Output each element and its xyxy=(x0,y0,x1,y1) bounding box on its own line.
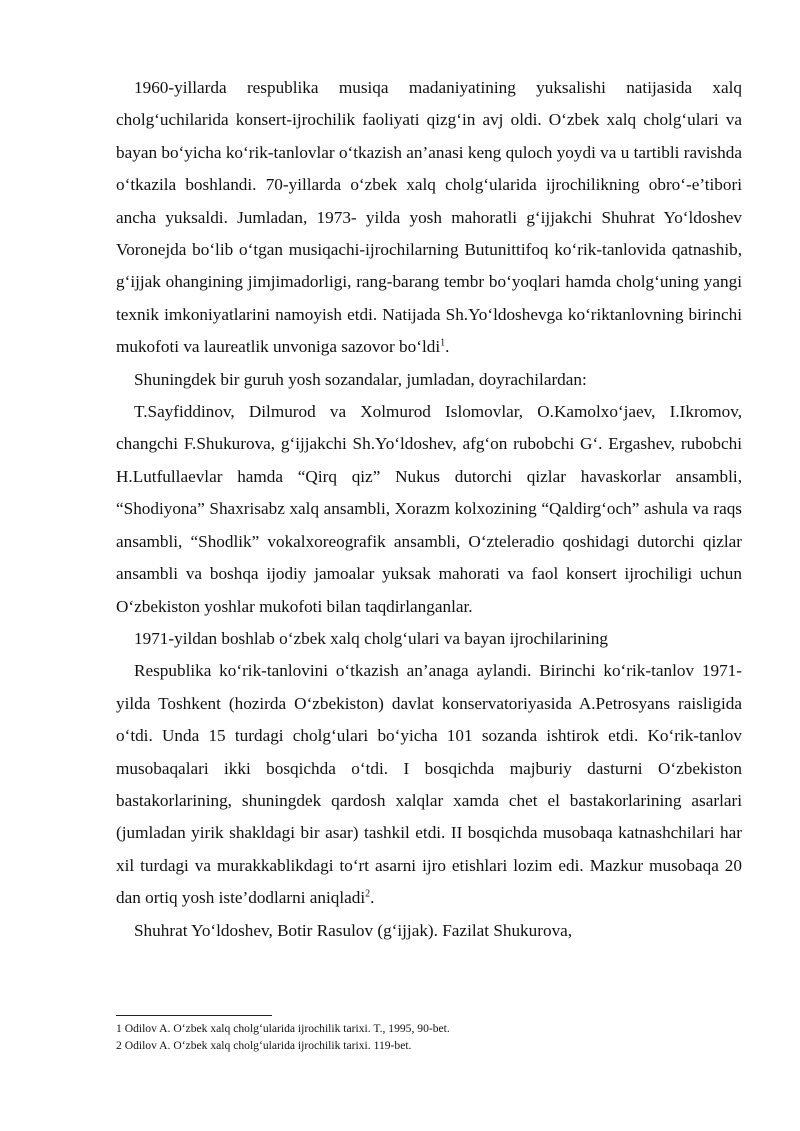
paragraph-5-end: . xyxy=(370,888,375,908)
paragraph-6: Shuhrat Yo‘ldoshev, Botir Rasulov (g‘ijjak). Fazilat Shukurova, xyxy=(134,920,573,940)
paragraph-1 xyxy=(116,72,742,364)
paragraph-5 xyxy=(116,655,742,914)
document-body xyxy=(116,72,742,947)
footnote-2: 2 Odilov A. O‘zbek xalq cholg‘ularida ijrochilik tarixi. 119-bet. xyxy=(116,1039,412,1052)
paragraph-2: Shuningdek bir guruh yosh sozandalar, jumladan, doyrachilardan: xyxy=(134,369,587,389)
paragraph-1-text: 1960-yillarda respublika musiqa madaniyatining yuksalishi natijasida xalq cholg‘uchilarida konsert-ijrochilik faoliyati qizg‘in avj oldi. O‘zbek xalq cholg‘ulari va bayan bo‘yicha ko‘rik-tanlovlar o‘tkazish an’anasi keng quloch yoydi va u tartibli ravishda o‘tkazila boshlandi. 70-yillarda o‘zbek xalq cholg‘ularida ijrochilikning obro‘-e’tibori ancha yuksaldi. Jumladan, 1973- yilda yosh mahoratli g‘ijjakchi Shuhrat Yo‘ldoshev Voronejda bo‘lib o‘tgan musiqachi-ijrochilarning Butunittifoq ko‘rik-tanlovida qatnashib, g‘ijjak ohangining jimjimadorligi, rang-barang tembr bo‘yoqlari hamda cholg‘uning yangi texnik imkoniyatlarini namoyish etdi. Natijada Sh.Yo‘ldoshevga ko‘riktanlovning birinchi mukofoti va laureatlik unvoniga sazovor bo‘ldi xyxy=(116,78,742,357)
footnote-ref-2: 2 xyxy=(365,888,371,900)
footnote-1: 1 Odilov A. O‘zbek xalq cholg‘ularida ijrochilik tarixi. T., 1995, 90-bet. xyxy=(116,1022,450,1035)
paragraph-3: T.Sayfiddinov, Dilmurod va Xolmurod Islomovlar, O.Kamolxo‘jaev, I.Ikromov, changchi F.Shukurova, g‘ijjakchi Sh.Yo‘ldoshev, afg‘on rubobchi G‘. Ergashev, rubobchi H.Lutfullaevlar hamda “Qirq qiz” Nukus dutorchi qizlar havaskorlar ansambli, “Shodiyona” Shaxrisabz xalq ansambli, Xorazm kolxozining “Qaldirg‘och” ashula va raqs ansambli, “Shodlik” vokalxoreografik ansambli, O‘zteleradio qoshidagi dutorchi qizlar ansambli va boshqa ijodiy jamoalar yuksak mahorati va faol konsert ijrochiligi uchun O‘zbekiston yoshlar mukofoti bilan taqdirlanganlar. xyxy=(116,402,742,616)
footnotes xyxy=(116,1020,742,1054)
footnote-ref-1: 1 xyxy=(440,337,446,349)
paragraph-1-end: . xyxy=(445,337,450,357)
paragraph-5-text: Respublika ko‘rik-tanlovini o‘tkazish an’anaga aylandi. Birinchi ko‘rik-tanlov 1971-yilda Toshkent (hozirda O‘zbekiston) davlat konservatoriyasida A.Petrosyans raisligida o‘tdi. Unda 15 turdagi cholg‘ulari bo‘yicha 101 sozanda ishtirok etdi. Ko‘rik-tanlov musobaqalari ikki bosqichda o‘tdi. I bosqichda majburiy dasturni O‘zbekiston bastakorlarining, shuningdek qardosh xalqlar xamda chet el bastakorlarining asarlari (jumladan yirik shakldagi bir asar) tashkil etdi. II bosqichda musobaqa katnashchilari har xil turdagi va murakkablikdagi to‘rt asarni ijro etishlari lozim edi. Mazkur musobaqa 20 dan ortiq yosh iste’dodlarni aniqladi xyxy=(116,661,742,908)
paragraph-4: 1971-yildan boshlab o‘zbek xalq cholg‘ulari va bayan ijrochilarining xyxy=(134,628,608,648)
footnote-separator xyxy=(116,1015,272,1016)
